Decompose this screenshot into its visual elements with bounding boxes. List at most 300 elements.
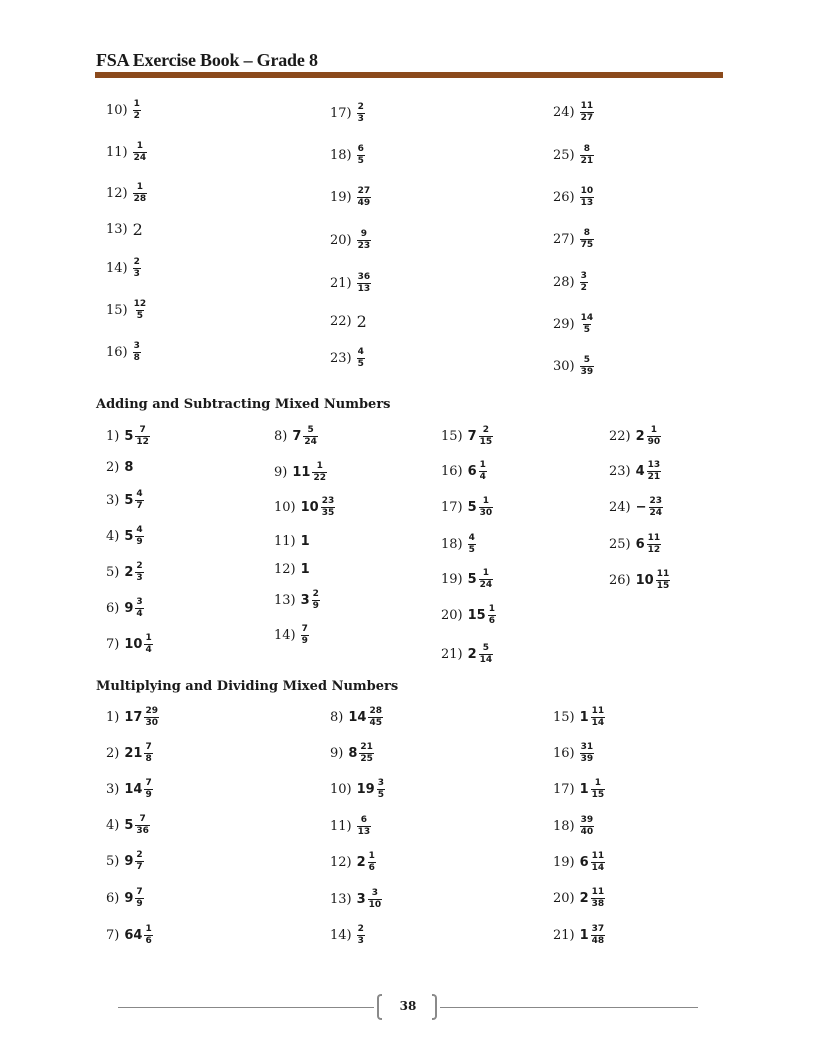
answer-number: 6) <box>106 890 120 906</box>
answer-number: 21) <box>553 927 575 943</box>
whole-number: 5 <box>124 817 134 833</box>
answer-number: 26) <box>609 572 631 588</box>
answer-value <box>348 743 374 764</box>
answer-value <box>468 426 494 447</box>
answer-value <box>580 888 606 909</box>
denominator: 24 <box>133 152 147 163</box>
answer-item <box>274 462 327 482</box>
answer-value <box>357 816 372 837</box>
whole-number: 6 <box>635 536 645 552</box>
fraction <box>133 183 148 204</box>
answer-item <box>441 644 493 664</box>
numerator: 1 <box>316 460 323 471</box>
answer-number: 24) <box>609 499 631 515</box>
answer-value <box>301 625 309 646</box>
numerator: 9 <box>360 228 368 239</box>
answer-item <box>441 569 493 589</box>
denominator: 12 <box>647 544 661 555</box>
answer-number: 30) <box>553 358 575 374</box>
answer-item <box>553 707 605 727</box>
answer-item <box>106 342 141 362</box>
answer-value <box>580 356 595 377</box>
denominator: 13 <box>580 197 594 208</box>
fraction <box>468 534 476 555</box>
fraction <box>133 258 141 279</box>
answer-value <box>357 312 369 331</box>
answer-value <box>133 300 148 321</box>
answer-value <box>133 100 141 121</box>
answer-item <box>106 562 144 582</box>
numerator: 1 <box>482 495 490 506</box>
whole-number: 2 <box>356 854 366 870</box>
numerator: 23 <box>649 495 663 506</box>
answer-value <box>301 590 320 611</box>
answer-number: 4) <box>106 528 120 544</box>
answer-number: 15) <box>441 428 463 444</box>
answer-value <box>124 634 152 655</box>
answer-value <box>124 426 150 447</box>
answer-item <box>441 461 487 481</box>
denominator: 4 <box>136 608 143 619</box>
whole-number: 6 <box>579 854 589 870</box>
answer-value <box>133 342 141 363</box>
fraction <box>357 816 372 837</box>
fraction <box>135 426 150 447</box>
answer-value <box>357 273 372 294</box>
answer-item <box>330 230 371 250</box>
whole-number: 14 <box>124 781 143 797</box>
answer-item <box>553 779 605 799</box>
denominator: 38 <box>591 898 605 909</box>
fraction <box>368 707 383 728</box>
numerator: 7 <box>145 741 152 752</box>
answer-number: 10) <box>330 781 352 797</box>
numerator: 11 <box>591 886 605 897</box>
answer-item <box>609 426 661 446</box>
denominator: 5 <box>468 544 475 555</box>
denominator: 5 <box>583 324 591 335</box>
answer-item <box>106 490 144 510</box>
denominator: 90 <box>647 436 661 447</box>
numerator: 7 <box>136 886 143 897</box>
numerator: 4 <box>136 488 143 499</box>
numerator: 1 <box>368 850 375 861</box>
answer-number: 13) <box>274 592 296 608</box>
answer-item <box>330 311 369 331</box>
answer-item <box>106 851 144 871</box>
answer-number: 13) <box>330 891 352 907</box>
answer-item <box>553 925 605 945</box>
numerator: 11 <box>580 100 594 111</box>
answer-number: 5) <box>106 853 120 869</box>
numerator: 12 <box>133 298 147 309</box>
numerator: 1 <box>145 923 152 934</box>
answer-item <box>553 272 588 292</box>
whole-number: 2 <box>124 564 134 580</box>
answer-item <box>609 534 661 554</box>
whole-number: 2 <box>467 646 477 662</box>
fraction <box>479 497 494 518</box>
whole-number: 21 <box>124 745 143 761</box>
numerator: 2 <box>357 101 364 112</box>
answer-item <box>106 598 144 618</box>
answer-item <box>274 497 335 517</box>
answer-item <box>106 526 144 546</box>
answer-number: 18) <box>553 818 575 834</box>
numerator: 39 <box>580 814 594 825</box>
answer-item <box>106 219 145 239</box>
denominator: 9 <box>136 536 143 547</box>
denominator: 24 <box>649 507 663 518</box>
answer-item <box>106 142 147 162</box>
fraction <box>135 598 143 619</box>
numerator: 2 <box>136 849 143 860</box>
numerator: 11 <box>591 705 605 716</box>
numerator: 3 <box>133 340 140 351</box>
answer-item <box>106 457 135 477</box>
minus-sign: − <box>635 499 647 515</box>
answer-number: 1) <box>106 428 120 444</box>
whole-number: 2 <box>132 219 143 239</box>
numerator: 4 <box>357 346 364 357</box>
denominator: 5 <box>136 310 144 321</box>
answer-item <box>330 103 365 123</box>
answer-number: 19) <box>553 854 575 870</box>
answer-value <box>636 534 662 555</box>
answer-value <box>357 925 365 946</box>
answer-value <box>124 743 152 764</box>
numerator: 3 <box>580 270 587 281</box>
answer-value <box>348 707 383 728</box>
answer-number: 13) <box>106 221 128 237</box>
denominator: 24 <box>304 436 317 447</box>
answer-number: 18) <box>330 147 352 163</box>
numerator: 31 <box>580 741 594 752</box>
denominator: 6 <box>145 935 152 946</box>
fraction <box>647 426 662 447</box>
denominator: 2 <box>133 110 140 121</box>
numerator: 2 <box>136 560 143 571</box>
denominator: 7 <box>136 500 143 511</box>
fraction <box>580 816 595 837</box>
fraction <box>144 779 152 800</box>
numerator: 1 <box>650 424 658 435</box>
answer-value <box>133 183 148 204</box>
denominator: 36 <box>136 825 149 836</box>
denominator: 6 <box>488 615 495 626</box>
fraction <box>591 852 606 873</box>
numerator: 1 <box>488 603 495 614</box>
fraction <box>135 851 143 872</box>
answer-number: 2) <box>106 745 120 761</box>
fraction <box>591 707 606 728</box>
fraction <box>135 526 143 547</box>
numerator: 7 <box>139 424 146 435</box>
denominator: 5 <box>377 789 384 800</box>
fraction <box>357 273 372 294</box>
denominator: 24 <box>479 579 493 590</box>
fraction <box>303 426 318 447</box>
answer-value <box>468 605 496 626</box>
answer-item <box>106 743 153 763</box>
answer-number: 18) <box>441 536 463 552</box>
fraction <box>647 461 662 482</box>
whole-number: 3 <box>356 891 366 907</box>
footer-rule-left <box>118 1007 374 1008</box>
fraction <box>359 743 374 764</box>
answer-item <box>106 634 153 654</box>
section-title-multiplying-dividing: Multiplying and Dividing Mixed Numbers <box>96 679 399 694</box>
answer-value <box>580 707 606 728</box>
whole-number: 15 <box>467 607 486 623</box>
answer-number: 21) <box>330 275 352 291</box>
numerator: 8 <box>583 227 591 238</box>
answer-item <box>609 497 663 517</box>
answer-number: 8) <box>274 428 288 444</box>
answer-value <box>124 526 143 547</box>
numerator: 2 <box>482 424 490 435</box>
fraction <box>591 925 606 946</box>
denominator: 15 <box>656 580 670 591</box>
denominator: 15 <box>479 436 493 447</box>
whole-number: 10 <box>124 636 143 652</box>
header-rule <box>95 72 723 78</box>
answer-number: 12) <box>274 561 296 577</box>
numerator: 1 <box>145 632 152 643</box>
denominator: 30 <box>145 717 158 728</box>
answer-number: 19) <box>330 189 352 205</box>
whole-number: 8 <box>348 745 358 761</box>
whole-number: 11 <box>292 464 311 480</box>
whole-number: 9 <box>124 600 134 616</box>
answer-item <box>274 559 312 579</box>
answer-number: 8) <box>330 709 344 725</box>
fraction <box>144 707 159 728</box>
fraction <box>135 562 143 583</box>
numerator: 7 <box>139 813 146 824</box>
answer-item <box>330 889 382 909</box>
answer-value <box>468 497 494 518</box>
numerator: 6 <box>360 814 368 825</box>
whole-number: 5 <box>467 499 477 515</box>
answer-number: 1) <box>106 709 120 725</box>
answer-value <box>357 230 372 251</box>
answer-value <box>357 889 383 910</box>
denominator: 3 <box>357 935 364 946</box>
answer-value <box>124 562 143 583</box>
answer-value <box>580 272 588 293</box>
denominator: 35 <box>321 507 335 518</box>
numerator: 11 <box>656 568 670 579</box>
answer-number: 28) <box>553 274 575 290</box>
whole-number: 9 <box>124 853 134 869</box>
numerator: 5 <box>307 424 314 435</box>
numerator: 10 <box>580 185 594 196</box>
answer-value <box>357 348 365 369</box>
answer-item <box>441 605 496 625</box>
numerator: 1 <box>482 567 490 578</box>
answer-value <box>124 490 143 511</box>
answer-value <box>636 461 662 482</box>
answer-number: 12) <box>106 185 128 201</box>
fraction <box>357 103 365 124</box>
answer-item <box>106 707 159 727</box>
fraction <box>591 888 606 909</box>
fraction <box>580 102 595 123</box>
answer-item <box>553 888 605 908</box>
fraction <box>580 743 595 764</box>
answer-number: 10) <box>106 102 128 118</box>
answer-item <box>330 816 371 836</box>
fraction <box>133 142 148 163</box>
answer-item <box>553 229 594 249</box>
answer-number: 16) <box>441 463 463 479</box>
answer-number: 7) <box>106 927 120 943</box>
numerator: 13 <box>647 459 661 470</box>
whole-number: 8 <box>124 459 134 475</box>
numerator: 36 <box>357 271 371 282</box>
answer-value <box>468 534 476 555</box>
denominator: 10 <box>368 899 382 910</box>
fraction <box>144 634 152 655</box>
answer-number: 20) <box>330 232 352 248</box>
whole-number: 10 <box>300 499 319 515</box>
denominator: 14 <box>479 654 493 665</box>
denominator: 14 <box>591 862 605 873</box>
answer-value <box>133 142 148 163</box>
whole-number: 7 <box>292 428 302 444</box>
answer-item <box>330 145 365 165</box>
denominator: 30 <box>479 507 493 518</box>
numerator: 21 <box>360 741 373 752</box>
answer-value <box>292 462 327 483</box>
answer-number: 25) <box>609 536 631 552</box>
answer-item <box>106 426 150 446</box>
answer-number: 14) <box>106 260 128 276</box>
fraction <box>144 925 152 946</box>
answer-value <box>580 779 606 800</box>
answer-item <box>274 590 320 610</box>
denominator: 40 <box>580 826 594 837</box>
fraction <box>133 300 148 321</box>
numerator: 7 <box>145 777 152 788</box>
denominator: 39 <box>580 366 594 377</box>
whole-number: 17 <box>124 709 143 725</box>
answer-value <box>124 851 143 872</box>
whole-number: 2 <box>356 311 367 331</box>
answer-item <box>106 100 141 120</box>
answer-number: 4) <box>106 817 120 833</box>
denominator: 15 <box>591 789 605 800</box>
answer-number: 25) <box>553 147 575 163</box>
whole-number: 14 <box>348 709 367 725</box>
answer-number: 15) <box>553 709 575 725</box>
numerator: 28 <box>369 705 382 716</box>
answer-number: 11) <box>274 533 296 549</box>
answer-number: 9) <box>330 745 344 761</box>
fraction <box>488 605 496 626</box>
denominator: 8 <box>145 753 152 764</box>
answer-number: 6) <box>106 600 120 616</box>
fraction <box>357 348 365 369</box>
numerator: 14 <box>580 312 594 323</box>
numerator: 8 <box>583 143 591 154</box>
fraction <box>321 497 336 518</box>
answer-number: 14) <box>330 927 352 943</box>
answer-item <box>553 816 594 836</box>
denominator: 48 <box>591 935 605 946</box>
answer-value <box>301 562 312 577</box>
fraction <box>580 272 588 293</box>
numerator: 6 <box>357 143 364 154</box>
denominator: 9 <box>145 789 152 800</box>
denominator: 5 <box>357 358 364 369</box>
denominator: 13 <box>357 283 371 294</box>
answer-number: 22) <box>609 428 631 444</box>
fraction <box>368 889 383 910</box>
whole-number: 3 <box>300 592 310 608</box>
numerator: 4 <box>136 524 143 535</box>
answer-number: 2) <box>106 459 120 475</box>
numerator: 4 <box>468 532 475 543</box>
answer-number: 29) <box>553 316 575 332</box>
answer-number: 20) <box>441 607 463 623</box>
answer-value <box>580 145 595 166</box>
fraction <box>357 187 372 208</box>
answer-item <box>330 273 371 293</box>
numerator: 2 <box>357 923 364 934</box>
denominator: 5 <box>357 155 364 166</box>
answer-value <box>580 925 606 946</box>
fraction <box>479 644 494 665</box>
numerator: 3 <box>371 887 379 898</box>
fraction <box>479 426 494 447</box>
numerator: 7 <box>301 623 308 634</box>
answer-item <box>609 461 661 481</box>
answer-number: 9) <box>274 464 288 480</box>
denominator: 3 <box>357 113 364 124</box>
numerator: 1 <box>594 777 602 788</box>
answer-value <box>580 743 595 764</box>
denominator: 22 <box>313 472 326 483</box>
denominator: 13 <box>357 826 371 837</box>
answer-value <box>580 816 595 837</box>
answer-value <box>357 103 365 124</box>
footer-rule-right <box>440 1007 698 1008</box>
answer-value <box>292 426 318 447</box>
answer-number: 3) <box>106 492 120 508</box>
denominator: 23 <box>357 240 371 251</box>
fraction <box>580 145 595 166</box>
denominator: 4 <box>145 644 152 655</box>
denominator: 3 <box>133 268 140 279</box>
denominator: 28 <box>133 193 147 204</box>
answer-number: 17) <box>330 105 352 121</box>
numerator: 11 <box>591 850 605 861</box>
fraction <box>656 570 671 591</box>
answer-item <box>274 531 312 551</box>
answer-number: 21) <box>441 646 463 662</box>
fraction <box>312 462 327 483</box>
denominator: 21 <box>647 471 661 482</box>
answer-number: 16) <box>106 344 128 360</box>
fraction <box>479 569 494 590</box>
fraction <box>580 314 595 335</box>
fraction <box>135 490 143 511</box>
fraction <box>357 145 365 166</box>
answer-number: 24) <box>553 104 575 120</box>
answer-value <box>357 187 372 208</box>
